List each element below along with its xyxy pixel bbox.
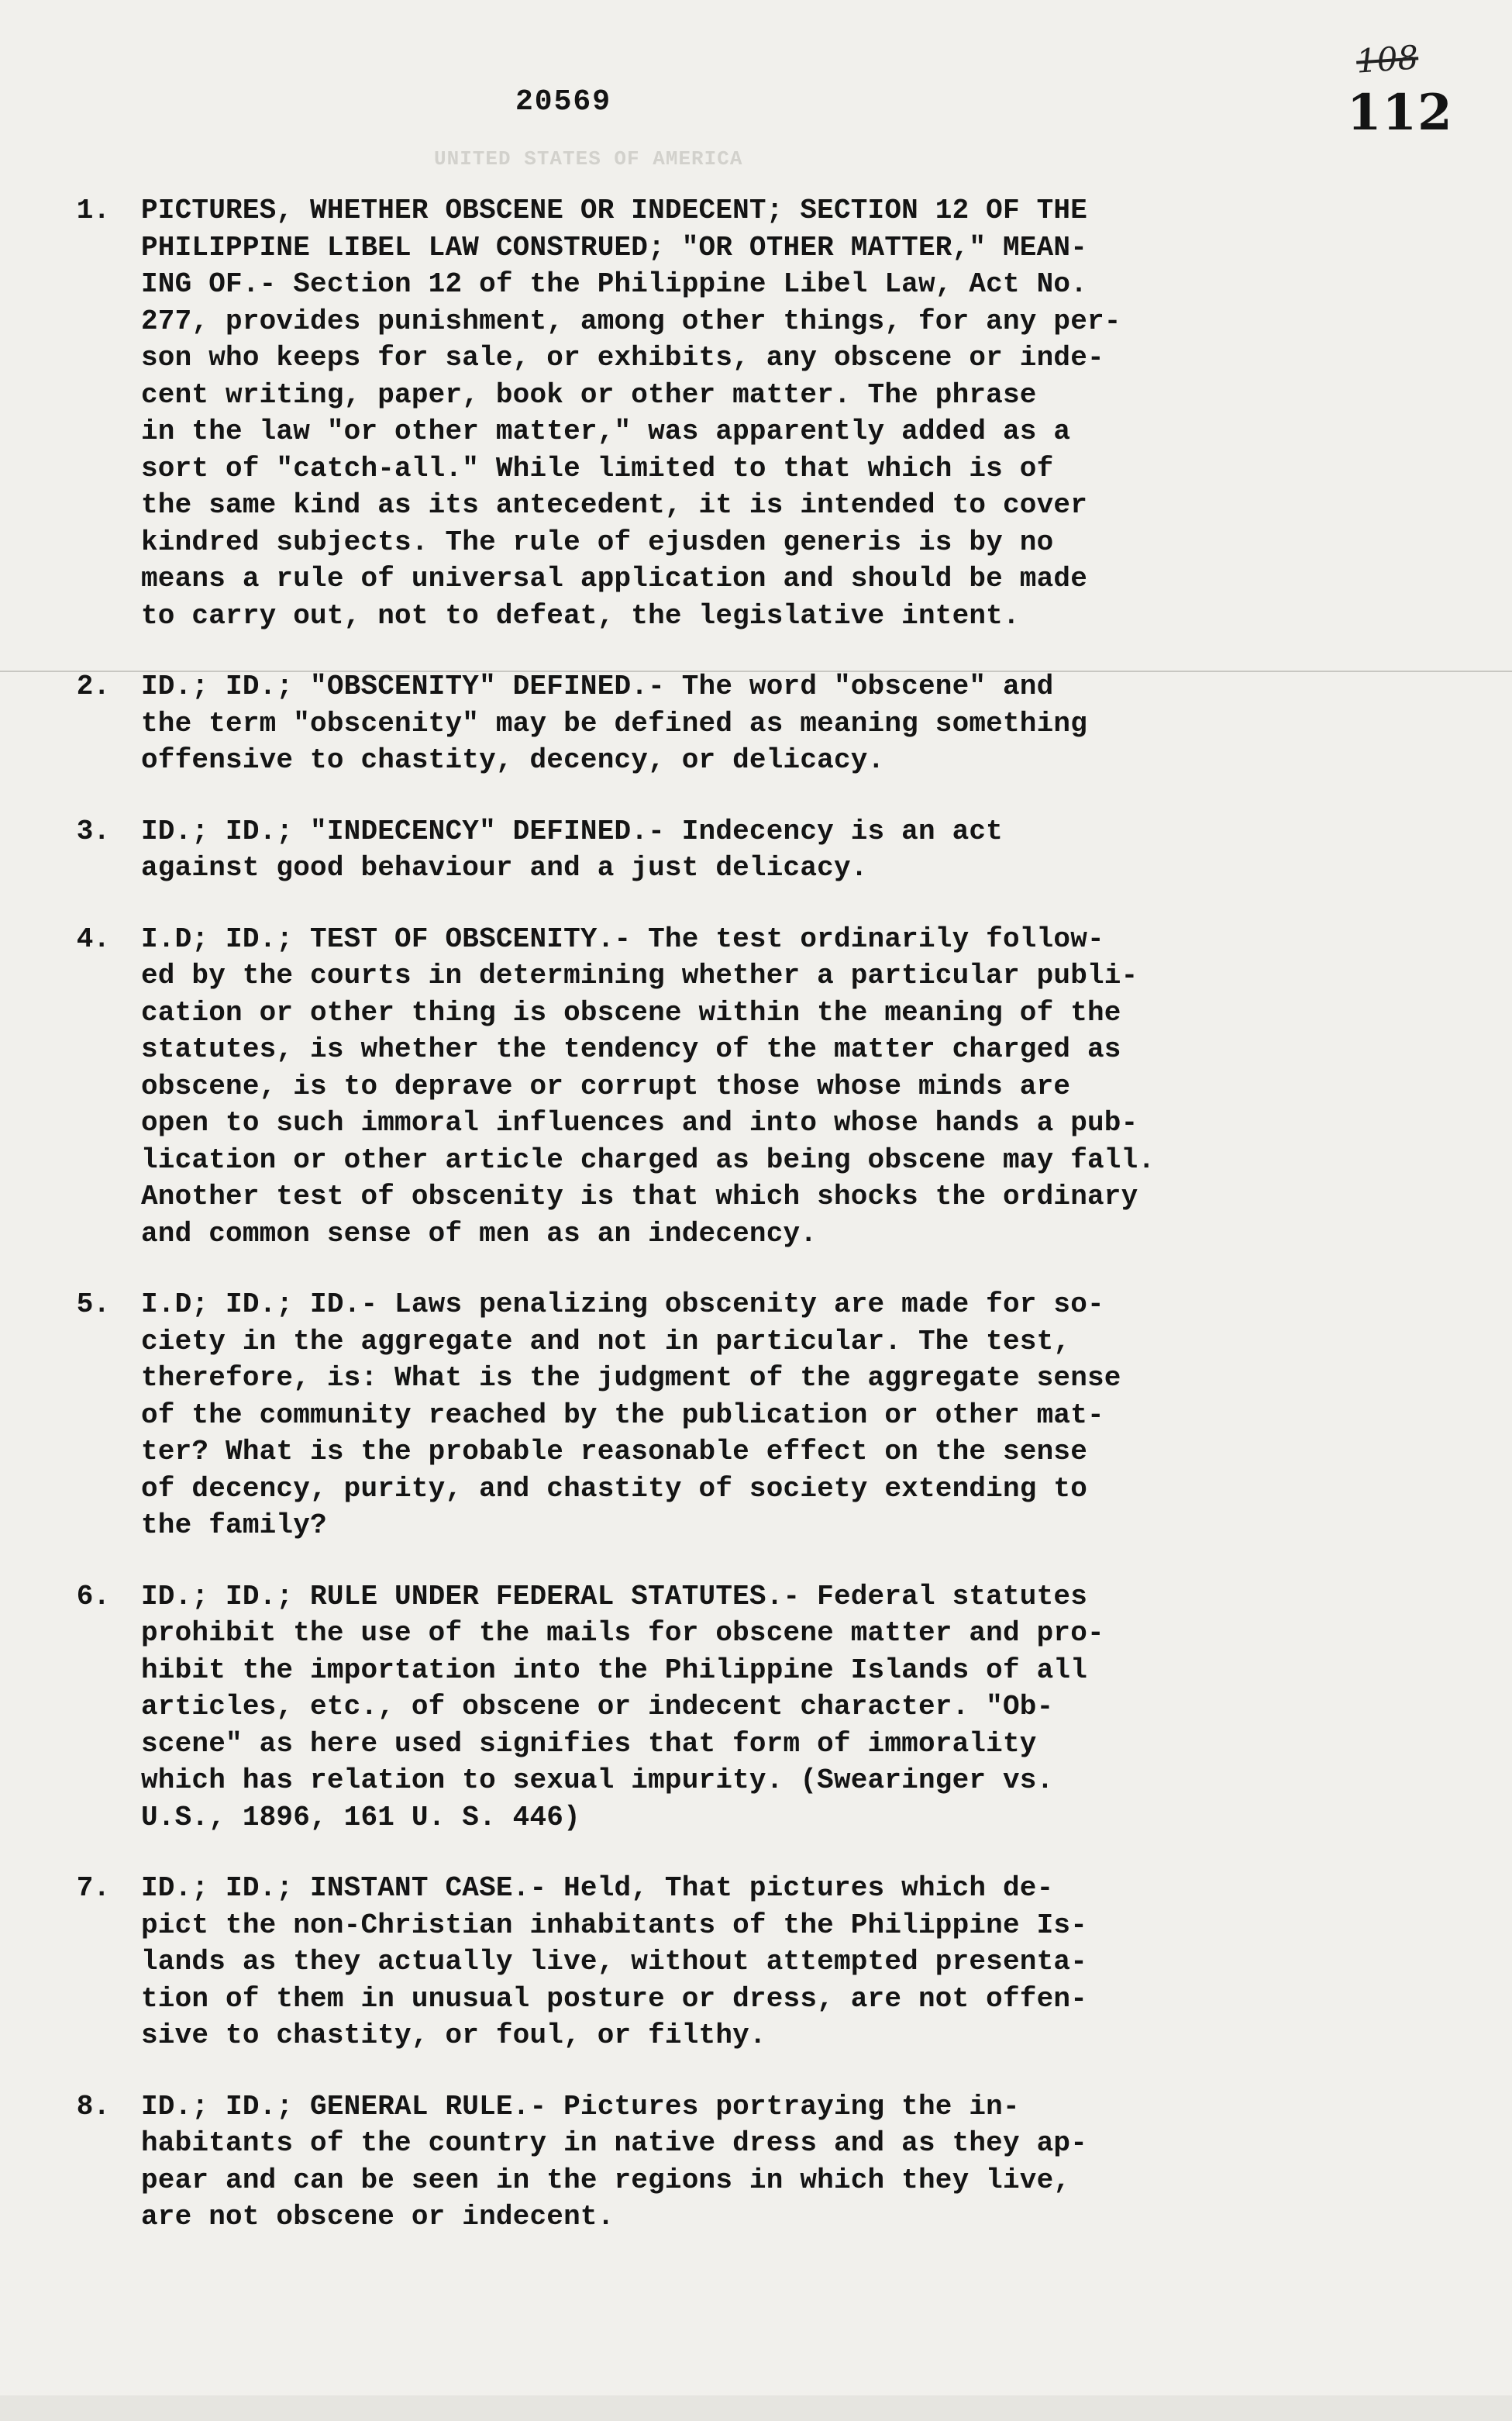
- syllabus-item: [56, 668, 1428, 779]
- item-number: 8.: [76, 2090, 110, 2123]
- syllabus-item: [56, 192, 1428, 634]
- syllabus-item: [56, 2088, 1428, 2236]
- syllabus-item: [56, 921, 1428, 1253]
- syllabus-item: [56, 813, 1428, 887]
- item-text: ID.; ID.; RULE UNDER FEDERAL STATUTES.- Federal statutes prohibit the use of the mails for obscene matter and pro- hibit the importation into the Philippine Islands of all articles, etc., of obscene or indecent character. "Ob- scene" as here used signifies that form of immorality which has relation to sexual impurity. (Swearinger vs. U.S., 1896, 161 U. S. 446): [141, 1580, 1104, 1833]
- item-text: ID.; ID.; "OBSCENITY" DEFINED.- The word "obscene" and the term "obscenity" may be defined as meaning something offensive to chastity, decency, or delicacy.: [141, 671, 1087, 776]
- stamp-number: 108: [1355, 38, 1420, 81]
- item-text: I.D; ID.; ID.- Laws penalizing obscenity are made for so- ciety in the aggregate and not in particular. The test, therefore, is: What is the judgment of the aggregate sense of the community reached by the publication or other mat- ter? What is the probable reasonable effect on the sense of decency, purity, and chastity of society extending to the family?: [141, 1288, 1121, 1541]
- item-number: 5.: [76, 1288, 110, 1320]
- item-text: ID.; ID.; "INDECENCY" DEFINED.- Indecency is an act against good behaviour and a just delicacy.: [141, 815, 1003, 884]
- scan-footer-strip: [0, 2395, 1512, 2421]
- item-number: 6.: [76, 1580, 110, 1612]
- item-number: 2.: [76, 671, 110, 702]
- item-text: I.D; ID.; TEST OF OBSCENITY.- The test ordinarily follow- ed by the courts in determining whether a particular publi- cation or other thing is obscene within the meaning of the statutes, is whether the tendency of the matter charged as obscene, is to deprave or corrupt those whose minds are open to such immoral influences and into whose hands a pub- lication or other article charged as being obscene may fall. Another test of obscenity is that which shocks the ordinary and common sense of men as an indecency.: [141, 923, 1156, 1250]
- folio-number: 112: [1347, 84, 1453, 142]
- item-text: ID.; ID.; INSTANT CASE.- Held, That pictures which de- pict the non-Christian inhabitants of the Philippine Is- lands as they actually live, without attempted presenta- tion of them in unusual posture or dress, are not offen- sive to chastity, or foul, or filthy.: [141, 1872, 1087, 2051]
- item-number: 4.: [76, 923, 110, 955]
- item-number: 3.: [76, 815, 110, 847]
- syllabus-item: [56, 1870, 1428, 2054]
- page-number: 20569: [515, 85, 612, 119]
- item-number: 1.: [76, 195, 110, 226]
- show-through-text: UNITED STATES OF AMERICA: [434, 147, 743, 171]
- item-number: 7.: [76, 1872, 110, 1904]
- syllabus-item: [56, 1286, 1428, 1544]
- item-text: ID.; ID.; GENERAL RULE.- Pictures portraying the in- habitants of the country in native dress and as they ap- pear and can be seen in the regions in which they live, are not obscene or indecent.: [141, 2090, 1087, 2233]
- item-text: PICTURES, WHETHER OBSCENE OR INDECENT; SECTION 12 OF THE PHILIPPINE LIBEL LAW CONSTRUED; "OR OTHER MATTER," MEAN- ING OF.- Section 12 of the Philippine Libel Law, Act No. 277, provides punishment, among other things, for any per- son who keeps for sale, or exhibits, any obscene or inde- cent writing, paper, book or other matter. The phrase in the law "or other matter," was apparently added as a sort of "catch-all." While limited to that which is of the same kind as its antecedent, it is intended to cover kindred subjects. The rule of ejusden generis is by no means a rule of universal application and should be made to carry out, not to defeat, the legislative intent.: [141, 195, 1121, 632]
- syllabus-item: [56, 1578, 1428, 1836]
- syllabus-list: [56, 192, 1428, 2270]
